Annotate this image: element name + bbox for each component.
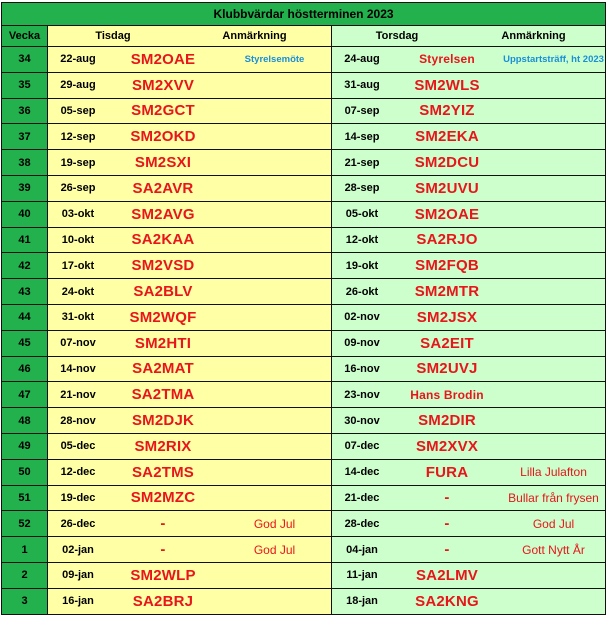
tuesday-cell xyxy=(48,124,332,150)
tuesday-date: 07-nov xyxy=(60,337,96,350)
week-number: 34 xyxy=(2,47,48,73)
tuesday-date: 24-okt xyxy=(61,285,95,298)
week-number: 42 xyxy=(2,253,48,279)
thursday-date: 19-okt xyxy=(345,259,379,272)
table-row xyxy=(2,150,606,176)
thursday-host: Hans Brodin xyxy=(410,387,484,402)
thursday-cell xyxy=(332,124,606,150)
week-number: 51 xyxy=(2,485,48,511)
tuesday-date: 03-okt xyxy=(61,208,95,221)
tuesday-host: SM2GCT xyxy=(131,102,195,120)
thursday-note: God Jul xyxy=(532,516,575,531)
tuesday-host: - xyxy=(160,541,166,559)
thursday-cell xyxy=(332,279,606,305)
table-row xyxy=(2,588,606,614)
week-number: 1 xyxy=(2,537,48,563)
week-number: 48 xyxy=(2,408,48,434)
thursday-date: 28-dec xyxy=(344,517,380,530)
tuesday-cell xyxy=(48,511,332,537)
tuesday-date: 05-dec xyxy=(60,440,96,453)
thursday-note: Gott Nytt År xyxy=(522,542,585,557)
tuesday-cell xyxy=(48,562,332,588)
week-number: 52 xyxy=(2,511,48,537)
thursday-date: 12-okt xyxy=(345,233,379,246)
thursday-date: 14-sep xyxy=(344,130,380,143)
thursday-cell xyxy=(332,304,606,330)
thursday-host: SM2DCU xyxy=(414,154,480,172)
header-row xyxy=(2,26,606,47)
thursday-cell xyxy=(332,72,606,98)
tuesday-date: 16-jan xyxy=(62,595,94,608)
week-number: 37 xyxy=(2,124,48,150)
thursday-host: SM2OAE xyxy=(414,205,480,223)
sheet-title: Klubbvärdar höstterminen 2023 xyxy=(2,3,606,26)
tuesday-note: God Jul xyxy=(253,516,296,531)
tuesday-date: 22-aug xyxy=(60,53,96,66)
tuesday-cell xyxy=(48,588,332,614)
tuesday-header: Tisdag xyxy=(95,30,131,42)
thursday-host: SM2EKA xyxy=(415,128,479,146)
tuesday-cell xyxy=(48,356,332,382)
thursday-cell xyxy=(332,47,606,73)
thursday-host: SM2MTR xyxy=(414,283,480,301)
thursday-host: FURA xyxy=(425,463,469,481)
week-number: 49 xyxy=(2,433,48,459)
thursday-host: - xyxy=(444,489,450,507)
tuesday-host: SA2MAT xyxy=(132,360,194,378)
week-number: 40 xyxy=(2,201,48,227)
tuesday-cell xyxy=(48,408,332,434)
week-number: 2 xyxy=(2,562,48,588)
table-row xyxy=(2,511,606,537)
week-number: 46 xyxy=(2,356,48,382)
thursday-cell xyxy=(332,537,606,563)
table-row xyxy=(2,253,606,279)
tuesday-cell xyxy=(48,279,332,305)
tuesday-date: 14-nov xyxy=(60,362,96,375)
table-row xyxy=(2,98,606,124)
thursday-header-cell xyxy=(332,26,606,47)
thursday-cell xyxy=(332,330,606,356)
thursday-cell xyxy=(332,562,606,588)
thursday-date: 18-jan xyxy=(346,595,378,608)
table-row xyxy=(2,279,606,305)
thursday-cell xyxy=(332,227,606,253)
thursday-host: SM2JSX xyxy=(416,308,478,326)
tuesday-date: 26-sep xyxy=(60,182,96,195)
thursday-host: SA2KNG xyxy=(415,592,479,610)
thursday-note: Uppstartsträff, ht 2023 xyxy=(503,53,604,65)
table-row xyxy=(2,330,606,356)
thursday-cell xyxy=(332,433,606,459)
table-row xyxy=(2,356,606,382)
table-row xyxy=(2,485,606,511)
tuesday-note: Styrelsemöte xyxy=(244,53,305,65)
thursday-host: SM2DIR xyxy=(418,412,476,430)
thursday-date: 14-dec xyxy=(344,466,380,479)
table-row xyxy=(2,227,606,253)
tuesday-date: 31-okt xyxy=(61,311,95,324)
thursday-host: - xyxy=(444,541,450,559)
thursday-host: SM2UVJ xyxy=(416,360,478,378)
thursday-cell xyxy=(332,485,606,511)
tuesday-host: - xyxy=(160,515,166,533)
thursday-date: 07-sep xyxy=(344,104,380,117)
tuesday-host: SA2BLV xyxy=(133,283,193,301)
tuesday-date: 10-okt xyxy=(61,233,95,246)
week-header: Vecka xyxy=(2,26,48,47)
thursday-host: SM2XVX xyxy=(415,437,479,455)
week-number: 44 xyxy=(2,304,48,330)
tuesday-cell xyxy=(48,459,332,485)
tuesday-date: 02-jan xyxy=(62,543,94,556)
thursday-host: SM2YIZ xyxy=(419,102,475,120)
thursday-note-header: Anmärkning xyxy=(501,30,566,42)
tuesday-host: SM2VSD xyxy=(131,257,195,275)
tuesday-cell xyxy=(48,227,332,253)
table-row xyxy=(2,433,606,459)
tuesday-date: 09-jan xyxy=(62,569,94,582)
thursday-host: SA2RJO xyxy=(416,231,478,249)
week-number: 38 xyxy=(2,150,48,176)
thursday-date: 09-nov xyxy=(344,337,380,350)
week-number: 39 xyxy=(2,175,48,201)
tuesday-host: SM2XVV xyxy=(131,76,195,94)
thursday-cell xyxy=(332,175,606,201)
thursday-date: 05-okt xyxy=(345,208,379,221)
thursday-host: SA2LMV xyxy=(415,566,479,584)
tuesday-host: SM2OAE xyxy=(130,50,196,68)
thursday-host: SM2UVU xyxy=(415,179,479,197)
tuesday-cell xyxy=(48,98,332,124)
thursday-date: 30-nov xyxy=(344,414,380,427)
tuesday-cell xyxy=(48,304,332,330)
tuesday-date: 12-dec xyxy=(60,466,96,479)
tuesday-date: 17-okt xyxy=(61,259,95,272)
tuesday-note-header: Anmärkning xyxy=(222,30,287,42)
thursday-host: SM2FQB xyxy=(415,257,479,275)
thursday-date: 21-dec xyxy=(344,491,380,504)
title-row xyxy=(2,3,606,26)
tuesday-cell xyxy=(48,253,332,279)
week-number: 50 xyxy=(2,459,48,485)
table-row xyxy=(2,304,606,330)
tuesday-host: SM2WQF xyxy=(129,308,197,326)
week-number: 3 xyxy=(2,588,48,614)
tuesday-host: SM2WLP xyxy=(130,566,196,584)
thursday-date: 16-nov xyxy=(344,362,380,375)
week-number: 45 xyxy=(2,330,48,356)
tuesday-cell xyxy=(48,433,332,459)
table-row xyxy=(2,537,606,563)
thursday-date: 04-jan xyxy=(346,543,378,556)
thursday-date: 28-sep xyxy=(344,182,380,195)
tuesday-host: SM2OKD xyxy=(130,128,196,146)
thursday-cell xyxy=(332,98,606,124)
tuesday-host: SM2HTI xyxy=(134,334,192,352)
thursday-date: 31-aug xyxy=(344,79,380,92)
tuesday-cell xyxy=(48,382,332,408)
thursday-host: SM2WLS xyxy=(414,76,480,94)
thursday-date: 02-nov xyxy=(344,311,380,324)
tuesday-date: 29-aug xyxy=(60,79,96,92)
table-row xyxy=(2,562,606,588)
tuesday-cell xyxy=(48,47,332,73)
thursday-date: 07-dec xyxy=(344,440,380,453)
thursday-note: Lilla Julafton xyxy=(520,465,587,480)
tuesday-host: SM2RIX xyxy=(134,437,192,455)
host-schedule-table xyxy=(1,2,606,615)
thursday-date: 21-sep xyxy=(344,156,380,169)
table-row xyxy=(2,72,606,98)
table-row xyxy=(2,408,606,434)
thursday-cell xyxy=(332,408,606,434)
tuesday-cell xyxy=(48,201,332,227)
thursday-cell xyxy=(332,201,606,227)
thursday-cell xyxy=(332,356,606,382)
tuesday-cell xyxy=(48,175,332,201)
table-row xyxy=(2,47,606,73)
tuesday-cell xyxy=(48,330,332,356)
tuesday-date: 19-dec xyxy=(60,491,96,504)
tuesday-host: SA2BRJ xyxy=(132,592,194,610)
tuesday-note: God Jul xyxy=(253,542,296,557)
tuesday-date: 12-sep xyxy=(60,130,96,143)
thursday-cell xyxy=(332,588,606,614)
thursday-cell xyxy=(332,253,606,279)
table-row xyxy=(2,382,606,408)
thursday-date: 23-nov xyxy=(344,388,380,401)
tuesday-host: SA2TMS xyxy=(131,463,195,481)
tuesday-host: SA2TMA xyxy=(131,386,195,404)
schedule-body xyxy=(2,3,606,615)
thursday-host: SA2EIT xyxy=(420,334,474,352)
tuesday-host: SM2DJK xyxy=(131,412,195,430)
thursday-cell xyxy=(332,150,606,176)
thursday-host: Styrelsen xyxy=(419,52,475,67)
week-number: 43 xyxy=(2,279,48,305)
tuesday-date: 19-sep xyxy=(60,156,96,169)
tuesday-date: 26-dec xyxy=(60,517,96,530)
tuesday-cell xyxy=(48,72,332,98)
tuesday-cell xyxy=(48,485,332,511)
thursday-date: 26-okt xyxy=(345,285,379,298)
thursday-cell xyxy=(332,511,606,537)
tuesday-header-cell xyxy=(48,26,332,47)
tuesday-host: SM2MZC xyxy=(130,489,196,507)
week-number: 36 xyxy=(2,98,48,124)
table-row xyxy=(2,201,606,227)
thursday-host: - xyxy=(444,515,450,533)
table-row xyxy=(2,175,606,201)
week-number: 41 xyxy=(2,227,48,253)
table-row xyxy=(2,124,606,150)
thursday-date: 11-jan xyxy=(346,569,378,582)
tuesday-host: SM2SXI xyxy=(134,154,192,172)
tuesday-host: SA2AVR xyxy=(132,179,194,197)
tuesday-host: SA2KAA xyxy=(131,231,195,249)
thursday-date: 24-aug xyxy=(344,53,380,66)
thursday-note: Bullar från frysen xyxy=(508,490,599,505)
thursday-cell xyxy=(332,459,606,485)
tuesday-host: SM2AVG xyxy=(131,205,195,223)
tuesday-date: 21-nov xyxy=(60,388,96,401)
table-row xyxy=(2,459,606,485)
week-number: 47 xyxy=(2,382,48,408)
thursday-header: Torsdag xyxy=(375,30,419,42)
thursday-cell xyxy=(332,382,606,408)
tuesday-cell xyxy=(48,150,332,176)
tuesday-cell xyxy=(48,537,332,563)
tuesday-date: 05-sep xyxy=(60,104,96,117)
week-number: 35 xyxy=(2,72,48,98)
tuesday-date: 28-nov xyxy=(60,414,96,427)
